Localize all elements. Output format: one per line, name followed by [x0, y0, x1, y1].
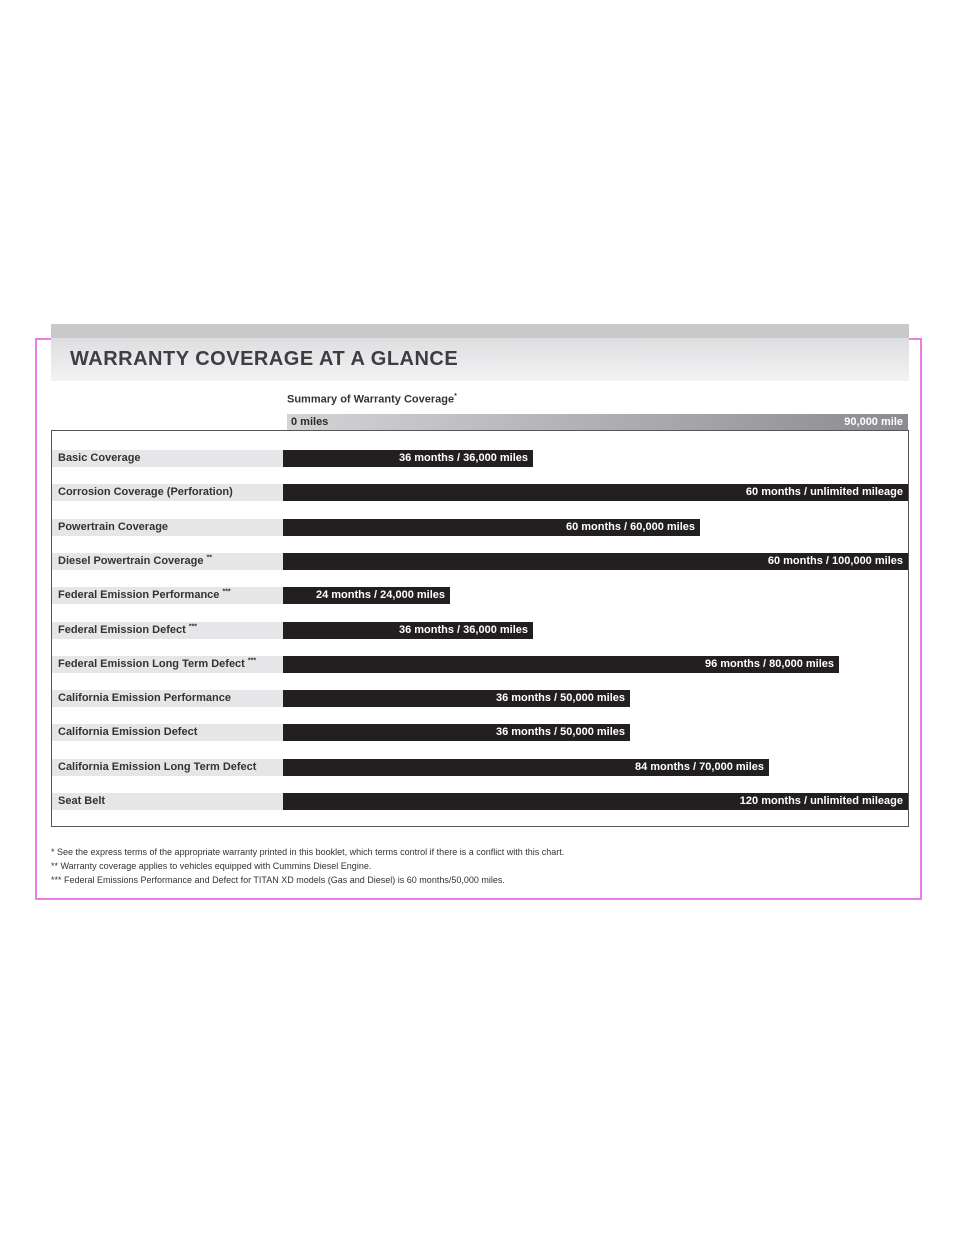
scale-min-label: 0 miles [291, 416, 329, 428]
coverage-row-label-text [58, 795, 105, 807]
coverage-bar-label: 36 months / 50,000 miles [495, 726, 625, 738]
coverage-row-label [52, 656, 283, 673]
coverage-bar [283, 519, 700, 536]
coverage-row-label-text [58, 624, 197, 636]
coverage-chart [51, 430, 909, 827]
coverage-row-label-text [58, 658, 256, 670]
coverage-row-label [52, 519, 283, 536]
footnote-line: *** Federal Emissions Performance and Defect for TITAN XD models (Gas and Diesel) is 60 months/50,000 miles. [51, 875, 505, 885]
coverage-bar [283, 724, 630, 741]
category-name: California Emission Performance [58, 692, 231, 704]
coverage-bar [283, 656, 839, 673]
coverage-row-label [52, 690, 283, 707]
coverage-row-label [52, 553, 283, 570]
category-name: Diesel Powertrain Coverage [58, 555, 204, 567]
coverage-bar [283, 587, 450, 604]
page-title: WARRANTY COVERAGE AT A GLANCE [70, 348, 459, 370]
coverage-bar [283, 793, 908, 810]
coverage-row-label-text [58, 452, 141, 464]
category-name: Basic Coverage [58, 452, 141, 464]
coverage-bar [283, 553, 908, 570]
coverage-bar-label: 60 months / 100,000 miles [767, 555, 903, 567]
coverage-bar-label: 60 months / unlimited mileage [745, 486, 903, 498]
coverage-row-label [52, 484, 283, 501]
coverage-row-label-text [58, 521, 168, 533]
coverage-bar-label: 36 months / 50,000 miles [495, 692, 625, 704]
coverage-bar-label: 36 months / 36,000 miles [398, 624, 528, 636]
category-name: California Emission Long Term Defect [58, 761, 257, 773]
coverage-row-label-text [58, 555, 212, 567]
coverage-row-label-text [58, 486, 233, 498]
coverage-bar-label: 24 months / 24,000 miles [315, 589, 445, 601]
coverage-row-label [52, 450, 283, 467]
coverage-bar-label: 84 months / 70,000 miles [634, 761, 764, 773]
footnote-marker: ** [206, 554, 213, 562]
footnote-marker: *** [188, 623, 198, 631]
coverage-bar-label: 120 months / unlimited mileage [739, 795, 903, 807]
category-name: Federal Emission Performance [58, 589, 220, 601]
footnote-line: * See the express terms of the appropriate warranty printed in this booklet, which terms control if there is a conflict with this chart. [51, 847, 565, 857]
coverage-bar-label: 60 months / 60,000 miles [565, 521, 695, 533]
coverage-row-label [52, 793, 283, 810]
coverage-row-label-text [58, 589, 231, 601]
coverage-row-label-text [58, 726, 197, 738]
category-name: Federal Emission Long Term Defect [58, 658, 245, 670]
scale-max-label: 90,000 mile [844, 416, 903, 428]
category-name: Federal Emission Defect [58, 624, 186, 636]
footnote-marker: *** [222, 588, 231, 596]
coverage-row-label [52, 759, 283, 776]
coverage-row-label-text [58, 761, 256, 773]
footnote-marker: *** [247, 657, 257, 665]
coverage-row-label [52, 724, 283, 741]
mileage-scale-bar [287, 414, 908, 430]
coverage-rows [52, 431, 908, 826]
coverage-row-label [52, 622, 283, 639]
chart-title-text: Summary of Warranty Coverage [287, 393, 455, 406]
footnotes [51, 845, 891, 887]
coverage-row-label [52, 587, 283, 604]
category-name: Seat Belt [58, 795, 106, 807]
coverage-bar-label: 36 months / 36,000 miles [398, 452, 528, 464]
category-name: California Emission Defect [58, 726, 198, 738]
chart-title-marker: * [454, 393, 457, 400]
coverage-bar [283, 759, 769, 776]
coverage-bar [283, 450, 533, 467]
coverage-bar [283, 622, 533, 639]
category-name: Powertrain Coverage [58, 521, 169, 533]
coverage-row-label-text [58, 692, 231, 704]
top-bar [51, 324, 909, 338]
coverage-bar [283, 484, 908, 501]
category-name: Corrosion Coverage (Perforation) [58, 486, 233, 498]
coverage-bar [283, 690, 630, 707]
footnote-line: ** Warranty coverage applies to vehicles equipped with Cummins Diesel Engine. [51, 861, 372, 871]
coverage-bar-label: 96 months / 80,000 miles [704, 658, 834, 670]
chart-title [287, 393, 457, 406]
